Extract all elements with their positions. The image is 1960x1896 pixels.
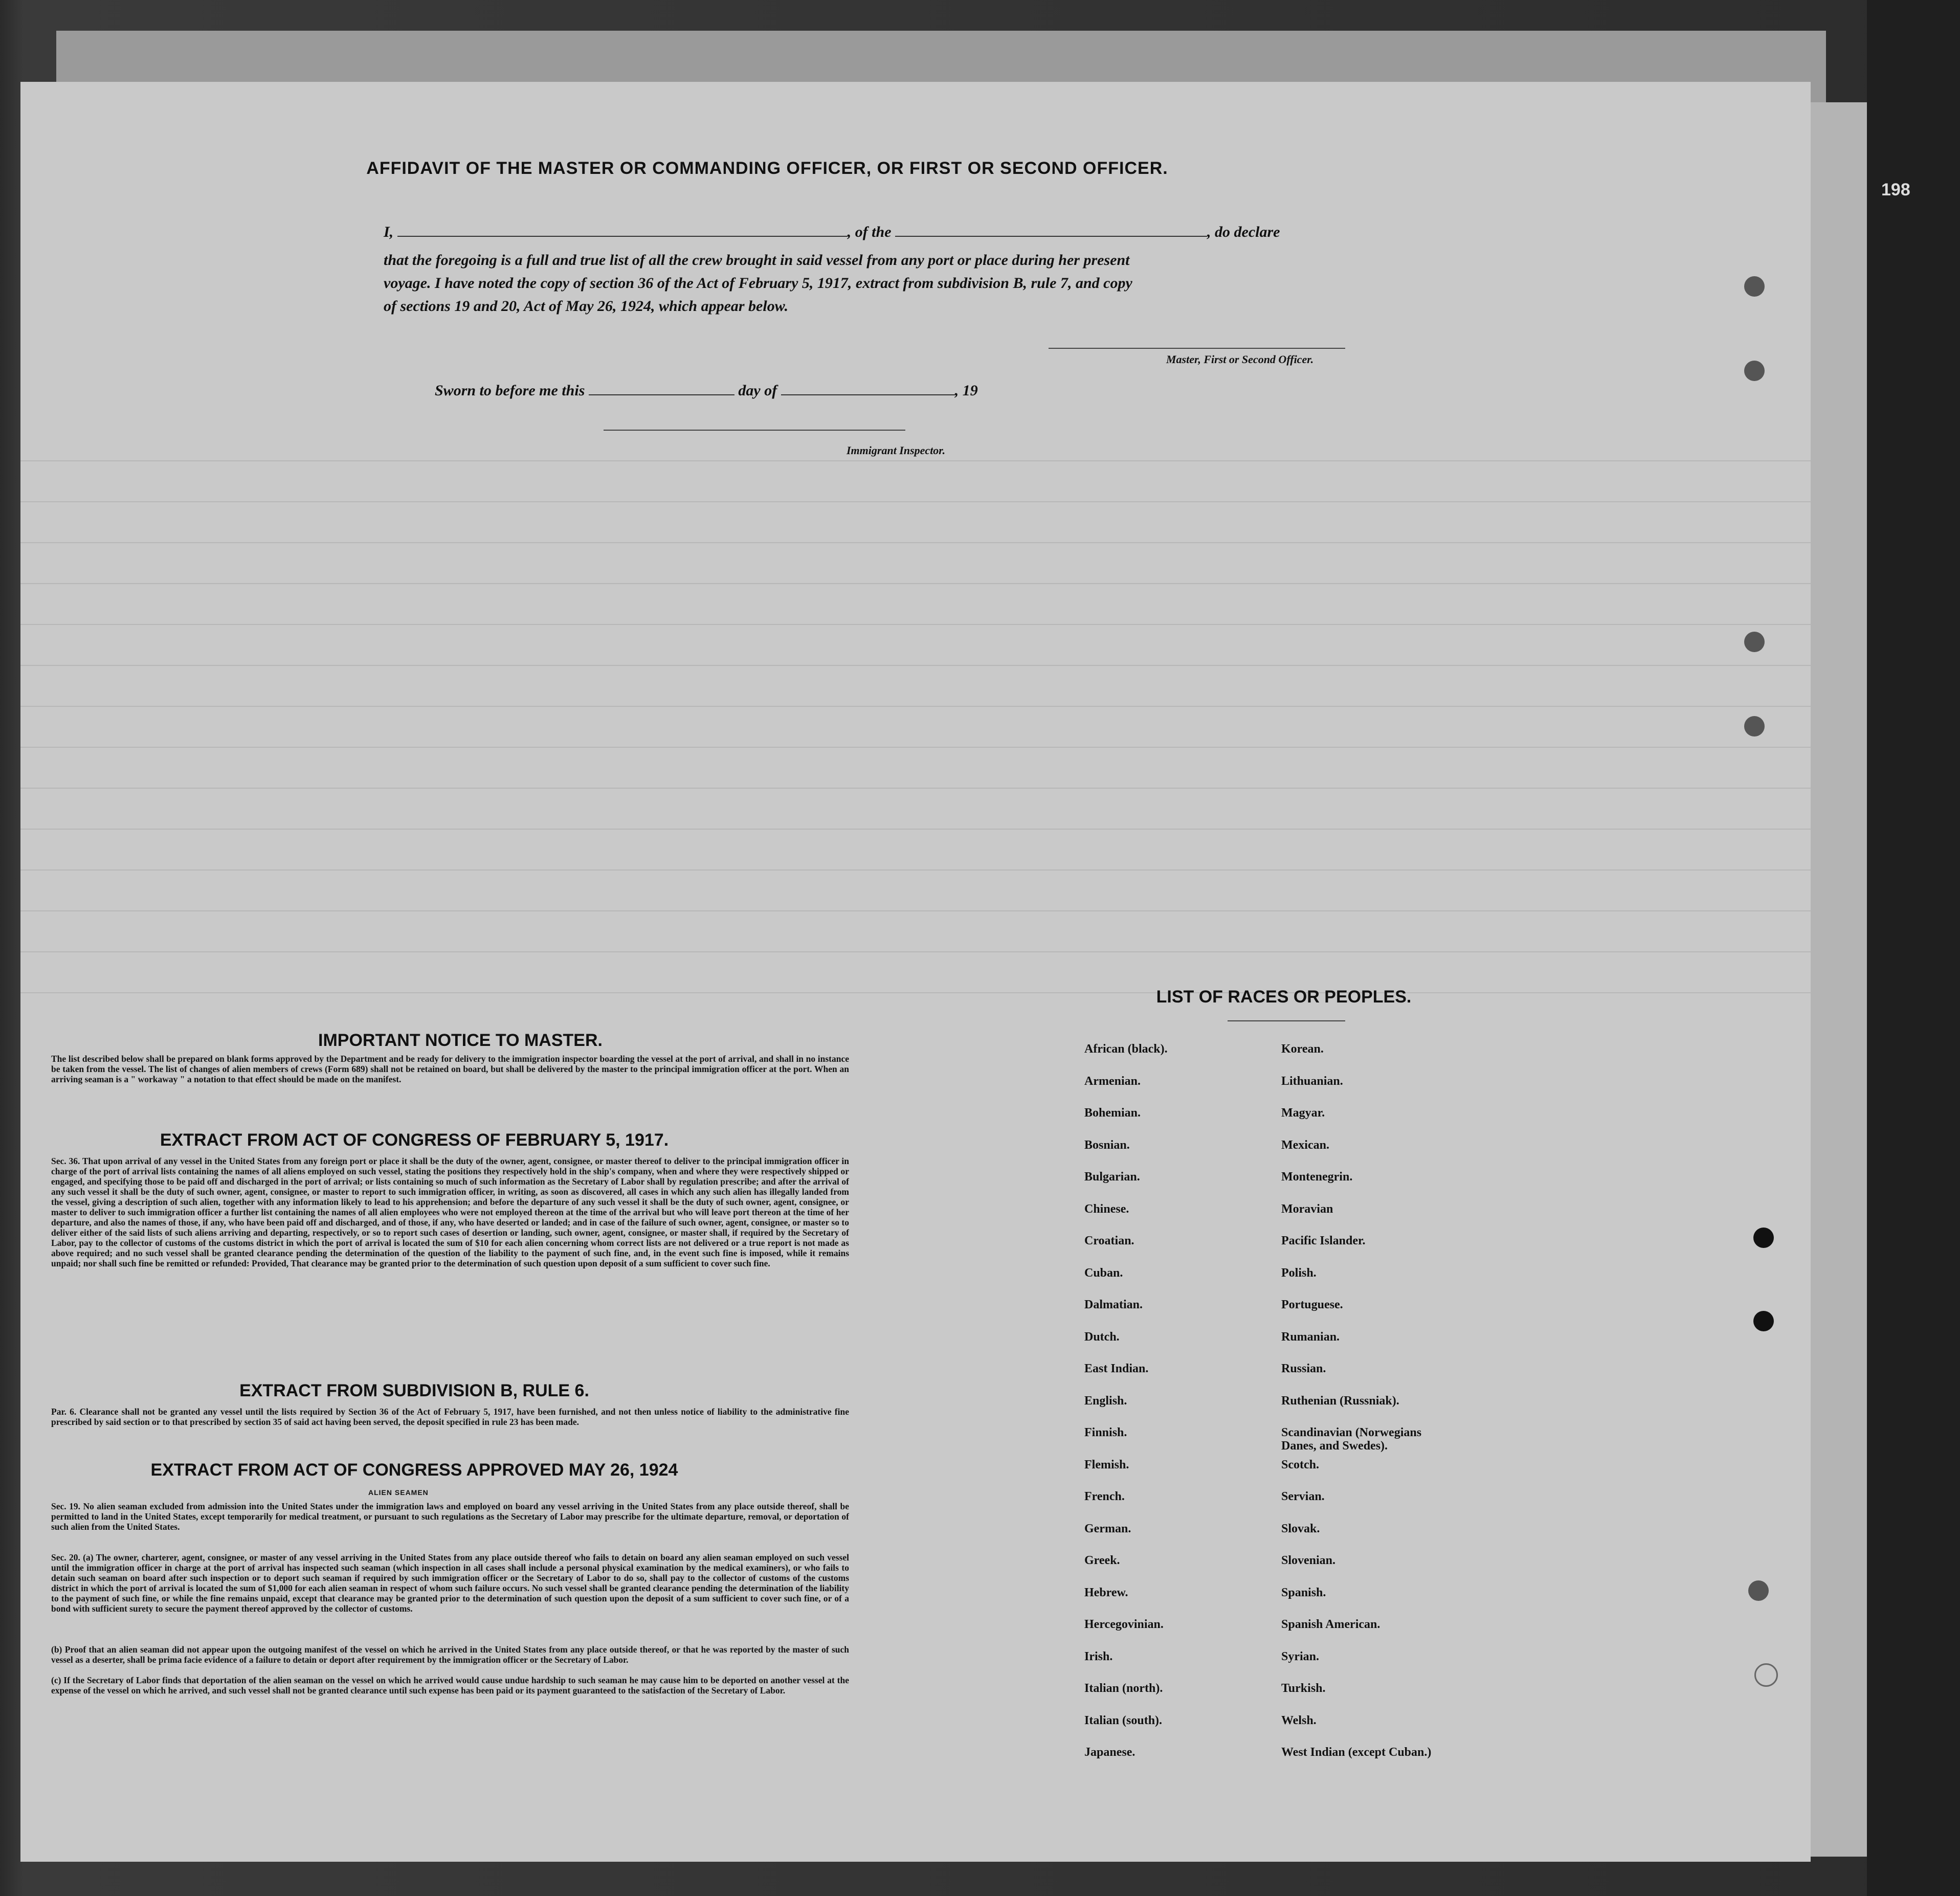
i-label: I, bbox=[384, 224, 394, 240]
race-item: Scotch. bbox=[1281, 1458, 1319, 1471]
race-item: Turkish. bbox=[1281, 1682, 1326, 1695]
race-item: Scandinavian (Norwegians Danes, and Swedes). bbox=[1281, 1426, 1422, 1453]
affidavit-body-2: voyage. I have noted the copy of section 36 of the Act of February 5, 1917, extract from subdivision B, rule 7, and copy bbox=[384, 275, 1132, 292]
extract-rule6-text: Par. 6. Clearance shall not be granted any vessel until the lists required by Section 36 of the Act of February 5, 1917, have been furnished, and not then unless notice of liability to the administrative fine prescribed by said section or to that prescribed by section 35 of said act having been served, the deposit specified in rule 23 has been made. bbox=[51, 1407, 849, 1427]
binder-hole-icon bbox=[1744, 361, 1765, 381]
binder-hole-icon bbox=[1753, 1228, 1774, 1248]
name-blank[interactable] bbox=[397, 236, 848, 237]
race-item: Chinese. bbox=[1084, 1202, 1129, 1216]
race-item: Bosnian. bbox=[1084, 1138, 1130, 1152]
race-item: Spanish American. bbox=[1281, 1618, 1380, 1631]
binder-hole-icon bbox=[1744, 716, 1765, 737]
sworn-label: Sworn to before me this bbox=[435, 382, 585, 399]
master-signature-line[interactable] bbox=[1049, 348, 1345, 349]
affidavit-declaration-line bbox=[384, 220, 1386, 244]
race-item: Flemish. bbox=[1084, 1458, 1129, 1471]
binder-hole-icon bbox=[1744, 276, 1765, 297]
race-item: Bulgarian. bbox=[1084, 1170, 1140, 1184]
extract-1924-sec20a: Sec. 20. (a) The owner, charterer, agent, consignee, or master of any vessel arriving in the United States from any place outside thereof who fails to detain on board any alien seaman employed on such vessel until the immigration officer in charge at the port of arrival has inspected such seaman (which inspection in all cases shall include a personal physical examination by the medical examiners), or who fails to detain such seaman on board after such inspection or to deport such seaman if required by such immigration officer or the Secretary of Labor to do so, shall pay to the collector of customs of the customs district in which the port of arrival is located the sum of $1,000 for each alien seaman in respect of whom such failure occurs. No such vessel shall be granted clearance pending the determination of the liability to the payment of such fine, or while the fine remains unpaid, except that clearance may be granted prior to the determination of such question upon the deposit of a sum sufficient to cover such fine, or of a bond with sufficient surety to secure the payment thereof approved by the collector of customs. bbox=[51, 1552, 849, 1614]
notice-title: IMPORTANT NOTICE TO MASTER. bbox=[318, 1031, 603, 1050]
day-of-label: day of bbox=[738, 382, 777, 399]
race-item: Russian. bbox=[1281, 1362, 1326, 1375]
inspector-signature-line[interactable] bbox=[604, 430, 905, 431]
race-item: Dutch. bbox=[1084, 1330, 1120, 1344]
race-item: Italian (north). bbox=[1084, 1682, 1163, 1695]
races-title: LIST OF RACES OR PEOPLES. bbox=[1156, 987, 1412, 1007]
inspector-signature-label: Immigrant Inspector. bbox=[847, 444, 946, 457]
race-item: Bohemian. bbox=[1084, 1106, 1141, 1120]
scan-edge bbox=[1867, 0, 1960, 1896]
binder-hole-icon bbox=[1754, 1663, 1778, 1687]
races-title-rule bbox=[1228, 1020, 1345, 1021]
race-item: Slovak. bbox=[1281, 1522, 1320, 1535]
race-item: Moravian bbox=[1281, 1202, 1333, 1216]
race-item: Croatian. bbox=[1084, 1234, 1134, 1247]
race-item: Cuban. bbox=[1084, 1266, 1123, 1280]
vessel-blank[interactable] bbox=[895, 236, 1207, 237]
binder-hole-icon bbox=[1744, 632, 1765, 652]
race-item: Pacific Islander. bbox=[1281, 1234, 1366, 1247]
race-item: Armenian. bbox=[1084, 1074, 1141, 1088]
race-item: Irish. bbox=[1084, 1649, 1113, 1663]
race-item: Italian (south). bbox=[1084, 1713, 1163, 1727]
races-right-column bbox=[1281, 1042, 1496, 1778]
extract-1924-sec19: Sec. 19. No alien seaman excluded from admission into the United States under the immigration laws and employed on board any vessel arriving in the United States from any place outside thereof, shall be permitted to land in the United States, except temporarily for medical treatment, or pursuant to such regulations as the Secretary of Labor may prescribe for the ultimate departure, removal, or deportation of such alien from the United States. bbox=[51, 1501, 849, 1532]
race-item: Japanese. bbox=[1084, 1746, 1135, 1759]
race-item: Magyar. bbox=[1281, 1106, 1325, 1120]
race-item: Lithuanian. bbox=[1281, 1074, 1343, 1088]
extract-1917-text: Sec. 36. That upon arrival of any vessel in the United States from any foreign port or place it shall be the duty of the owner, agent, consignee, or master thereof to deliver to the principal immigration officer in charge of the port of arrival lists containing the names of all aliens employed on such vessel, stating the positions they respectively hold in the ship's company, when and where they were respectively shipped or engaged, and specifying those to be paid off and discharged in the port of arrival; or lists containing so much of such information as the Secretary of Labor shall by regulation prescribe; and after the arrival of any such vessel it shall be the duty of such owner, agent, consignee, or master to report to such immigration officer, in writing, as soon as discovered, all cases in which any such alien has illegally landed from the vessel, giving a description of such alien, together with any information likely to lead to his apprehension; and before the departure of any such vessel it shall be the duty of such owner, agent, consignee, or master to deliver to such immigration officer a further list containing the names of all alien employees who were not employed thereon at the time of the arrival but who will leave port thereon at the time of her departure, and also the names of those, if any, who have been paid off and discharged, and of those, if any, who have deserted or landed; and in case of the failure of such owner, agent, consignee, or master so to deliver either of the said lists of such aliens arriving and departing, respectively, or so to report such cases of desertion or landing, such owner, agent, consignee, or master shall, if required by the Secretary of Labor, pay to the collector of customs of the customs district in which the port of arrival is located the sum of $10 for each alien concerning whom correct lists are not delivered or a true report is not made as above required; and no such vessel shall be granted clearance pending the determination of the question of the liability to the payment of such fine, and, in the event such fine is imposed, while it remains unpaid; nor shall such fine be remitted or refunded: Provided, That clearance may be granted prior to the determination of such question upon deposit of a sum sufficient to cover such fine. bbox=[51, 1156, 849, 1268]
binder-hole-icon bbox=[1753, 1311, 1774, 1331]
race-item: Welsh. bbox=[1281, 1713, 1317, 1727]
race-item: Mexican. bbox=[1281, 1138, 1329, 1152]
extract-rule6-title: EXTRACT FROM SUBDIVISION B, RULE 6. bbox=[239, 1381, 589, 1400]
binder-hole-icon bbox=[1748, 1580, 1769, 1601]
extract-1924-sec20c: (c) If the Secretary of Labor finds that deportation of the alien seaman on the vessel on which he arrived would cause undue hardship to such seaman he may cause him to be deported on another vessel at the expense of the vessel on which he arrived, and such vessel shall not be granted clearance until such expense has been paid or its payment guaranteed to the satisfaction of the Secretary of Labor. bbox=[51, 1675, 849, 1696]
race-item: East Indian. bbox=[1084, 1362, 1149, 1375]
race-item: French. bbox=[1084, 1490, 1125, 1503]
race-item: Hebrew. bbox=[1084, 1586, 1128, 1599]
race-item: Portuguese. bbox=[1281, 1298, 1343, 1311]
race-item: Syrian. bbox=[1281, 1649, 1320, 1663]
race-item: Finnish. bbox=[1084, 1426, 1127, 1439]
of-the-label: , of the bbox=[847, 224, 892, 240]
day-blank[interactable] bbox=[589, 394, 734, 395]
race-item: Polish. bbox=[1281, 1266, 1317, 1280]
extract-1917-title: EXTRACT FROM ACT OF CONGRESS OF FEBRUARY 5, 1917. bbox=[160, 1130, 669, 1150]
race-item: Greek. bbox=[1084, 1554, 1120, 1567]
race-item: West Indian (except Cuban.) bbox=[1281, 1746, 1432, 1759]
race-item: Korean. bbox=[1281, 1042, 1324, 1056]
race-item: Dalmatian. bbox=[1084, 1298, 1143, 1311]
affidavit-title: AFFIDAVIT OF THE MASTER OR COMMANDING OFFICER, OR FIRST OR SECOND OFFICER. bbox=[366, 159, 1168, 178]
race-item: German. bbox=[1084, 1522, 1131, 1535]
master-signature-label: Master, First or Second Officer. bbox=[1166, 353, 1314, 366]
race-item: Hercegovinian. bbox=[1084, 1618, 1164, 1631]
sworn-line bbox=[435, 378, 1100, 403]
race-item: Montenegrin. bbox=[1281, 1170, 1353, 1184]
do-declare-label: , do declare bbox=[1207, 224, 1280, 240]
affidavit-body-1: that the foregoing is a full and true list of all the crew brought in said vessel from any port or place during her present bbox=[384, 252, 1130, 269]
notice-text: The list described below shall be prepared on blank forms approved by the Department and be ready for delivery to the immigration inspector boarding the vessel at the port of arrival, and shall in no instance be taken from the vessel. The list of changes of alien members of crews (Form 689) shall not be retained on board, but shall be delivered by the master to the principal immigration officer at the port. When an arriving seaman is a " workaway " a notation to that effect should be made on the manifest. bbox=[51, 1054, 849, 1084]
race-item: Ruthenian (Russniak). bbox=[1281, 1394, 1399, 1408]
races-left-column bbox=[1084, 1042, 1299, 1778]
extract-1924-title: EXTRACT FROM ACT OF CONGRESS APPROVED MAY 26, 1924 bbox=[150, 1460, 678, 1480]
race-item: Rumanian. bbox=[1281, 1330, 1340, 1344]
race-item: Slovenian. bbox=[1281, 1554, 1336, 1567]
alien-seamen-subtitle: ALIEN SEAMEN bbox=[368, 1488, 429, 1497]
race-item: African (black). bbox=[1084, 1042, 1168, 1056]
race-item: English. bbox=[1084, 1394, 1127, 1408]
race-item: Spanish. bbox=[1281, 1586, 1326, 1599]
year-label: , 19 bbox=[954, 382, 978, 399]
affidavit-body-3: of sections 19 and 20, Act of May 26, 1924, which appear below. bbox=[384, 298, 789, 315]
extract-1924-sec20b: (b) Proof that an alien seaman did not appear upon the outgoing manifest of the vessel on which he arrived in the United States from any place outside thereof, or that he was reported by the master of such vessel as a deserter, shall be prima facie evidence of a failure to detain or deport after requirement by the immigration officer or the Secretary of Labor. bbox=[51, 1644, 849, 1665]
race-item: Servian. bbox=[1281, 1490, 1325, 1503]
page-number: 198 bbox=[1881, 180, 1910, 199]
month-blank[interactable] bbox=[781, 394, 955, 395]
